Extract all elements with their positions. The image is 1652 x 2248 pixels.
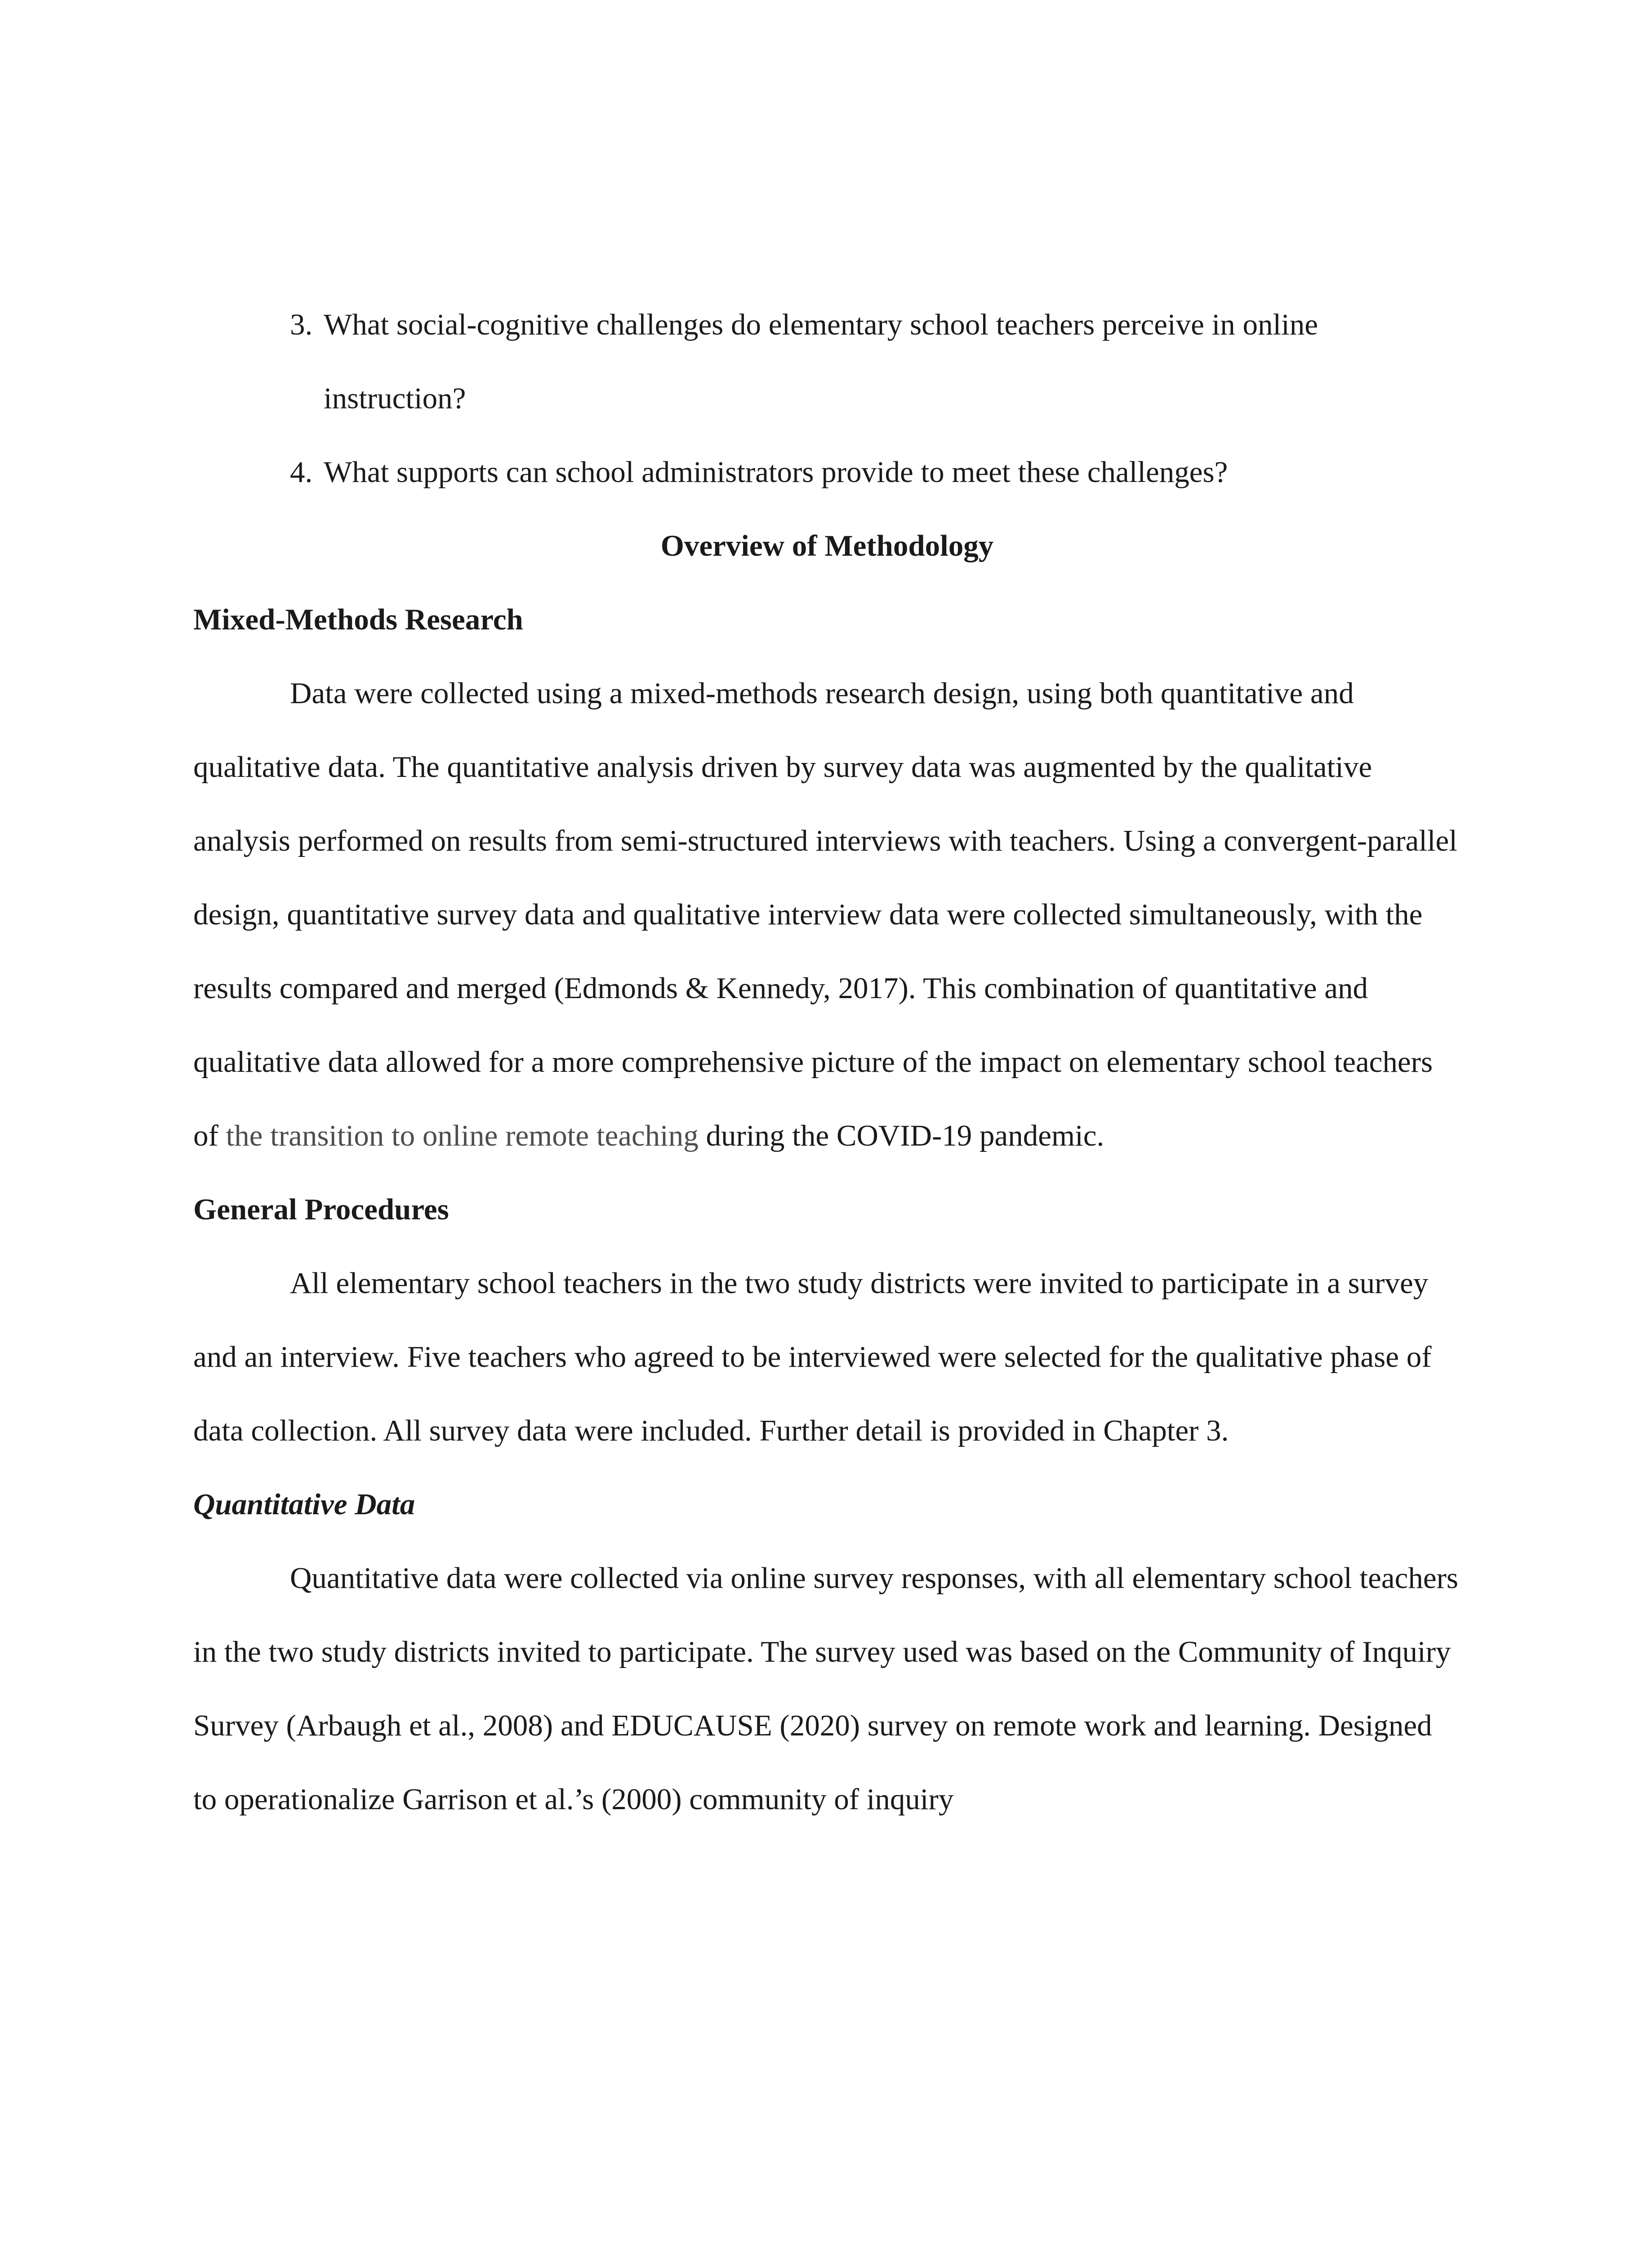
list-text: What social-cognitive challenges do elementary school teachers perceive in online instruction? — [324, 308, 1318, 415]
paragraph-quantitative-data: Quantitative data were collected via online survey responses, with all elementary school teachers in the two study districts invited to participate. The survey used was based on the Community of Inquiry Survey (Arbaugh et al., 2008) and EDUCAUSE (2020) survey on remote work and learning. Designed to operationalize Garrison et al.’s (2000) community of inquiry — [193, 1561, 1458, 1816]
list-number: 4. — [290, 455, 313, 489]
heading-mixed-methods-research: Mixed-Methods Research — [193, 603, 523, 636]
paragraph-text: Data were collected using a mixed-methods research design, using both quantitative and qualitative data. The quantitative analysis driven by survey data was augmented by the qualitative analysis performed on results from semi-structured interviews with teachers. Using a convergent-parallel design, quantitative survey data and qualitative interview data were collected simultaneously, with the results compared and merged (Edmonds & Kennedy, 2017). This combination of quantitative and qualitative data allowed for a more comprehensive picture of the impact on elementary school teachers of — [193, 677, 1457, 1152]
list-number: 3. — [290, 308, 313, 341]
list-text: What supports can school administrators provide to meet these challenges? — [324, 455, 1228, 489]
paragraph-text: during the COVID-19 pandemic. — [698, 1119, 1104, 1152]
heading-quantitative-data: Quantitative Data — [193, 1488, 415, 1521]
heading-general-procedures: General Procedures — [193, 1193, 449, 1226]
list-item-4 — [193, 435, 1461, 509]
page-content — [193, 288, 1461, 1836]
list-item-3 — [193, 288, 1461, 435]
highlighted-phrase: the transition to online remote teaching — [226, 1119, 699, 1152]
paragraph-general-procedures: All elementary school teachers in the two study districts were invited to participate in a survey and an interview. Five teachers who agreed to be interviewed were selected for the qualitative phase of data collection. All survey data were included. Further detail is provided in Chapter 3. — [193, 1267, 1432, 1447]
heading-overview-of-methodology: Overview of Methodology — [660, 529, 994, 562]
paragraph-mixed-methods — [193, 656, 1461, 1173]
